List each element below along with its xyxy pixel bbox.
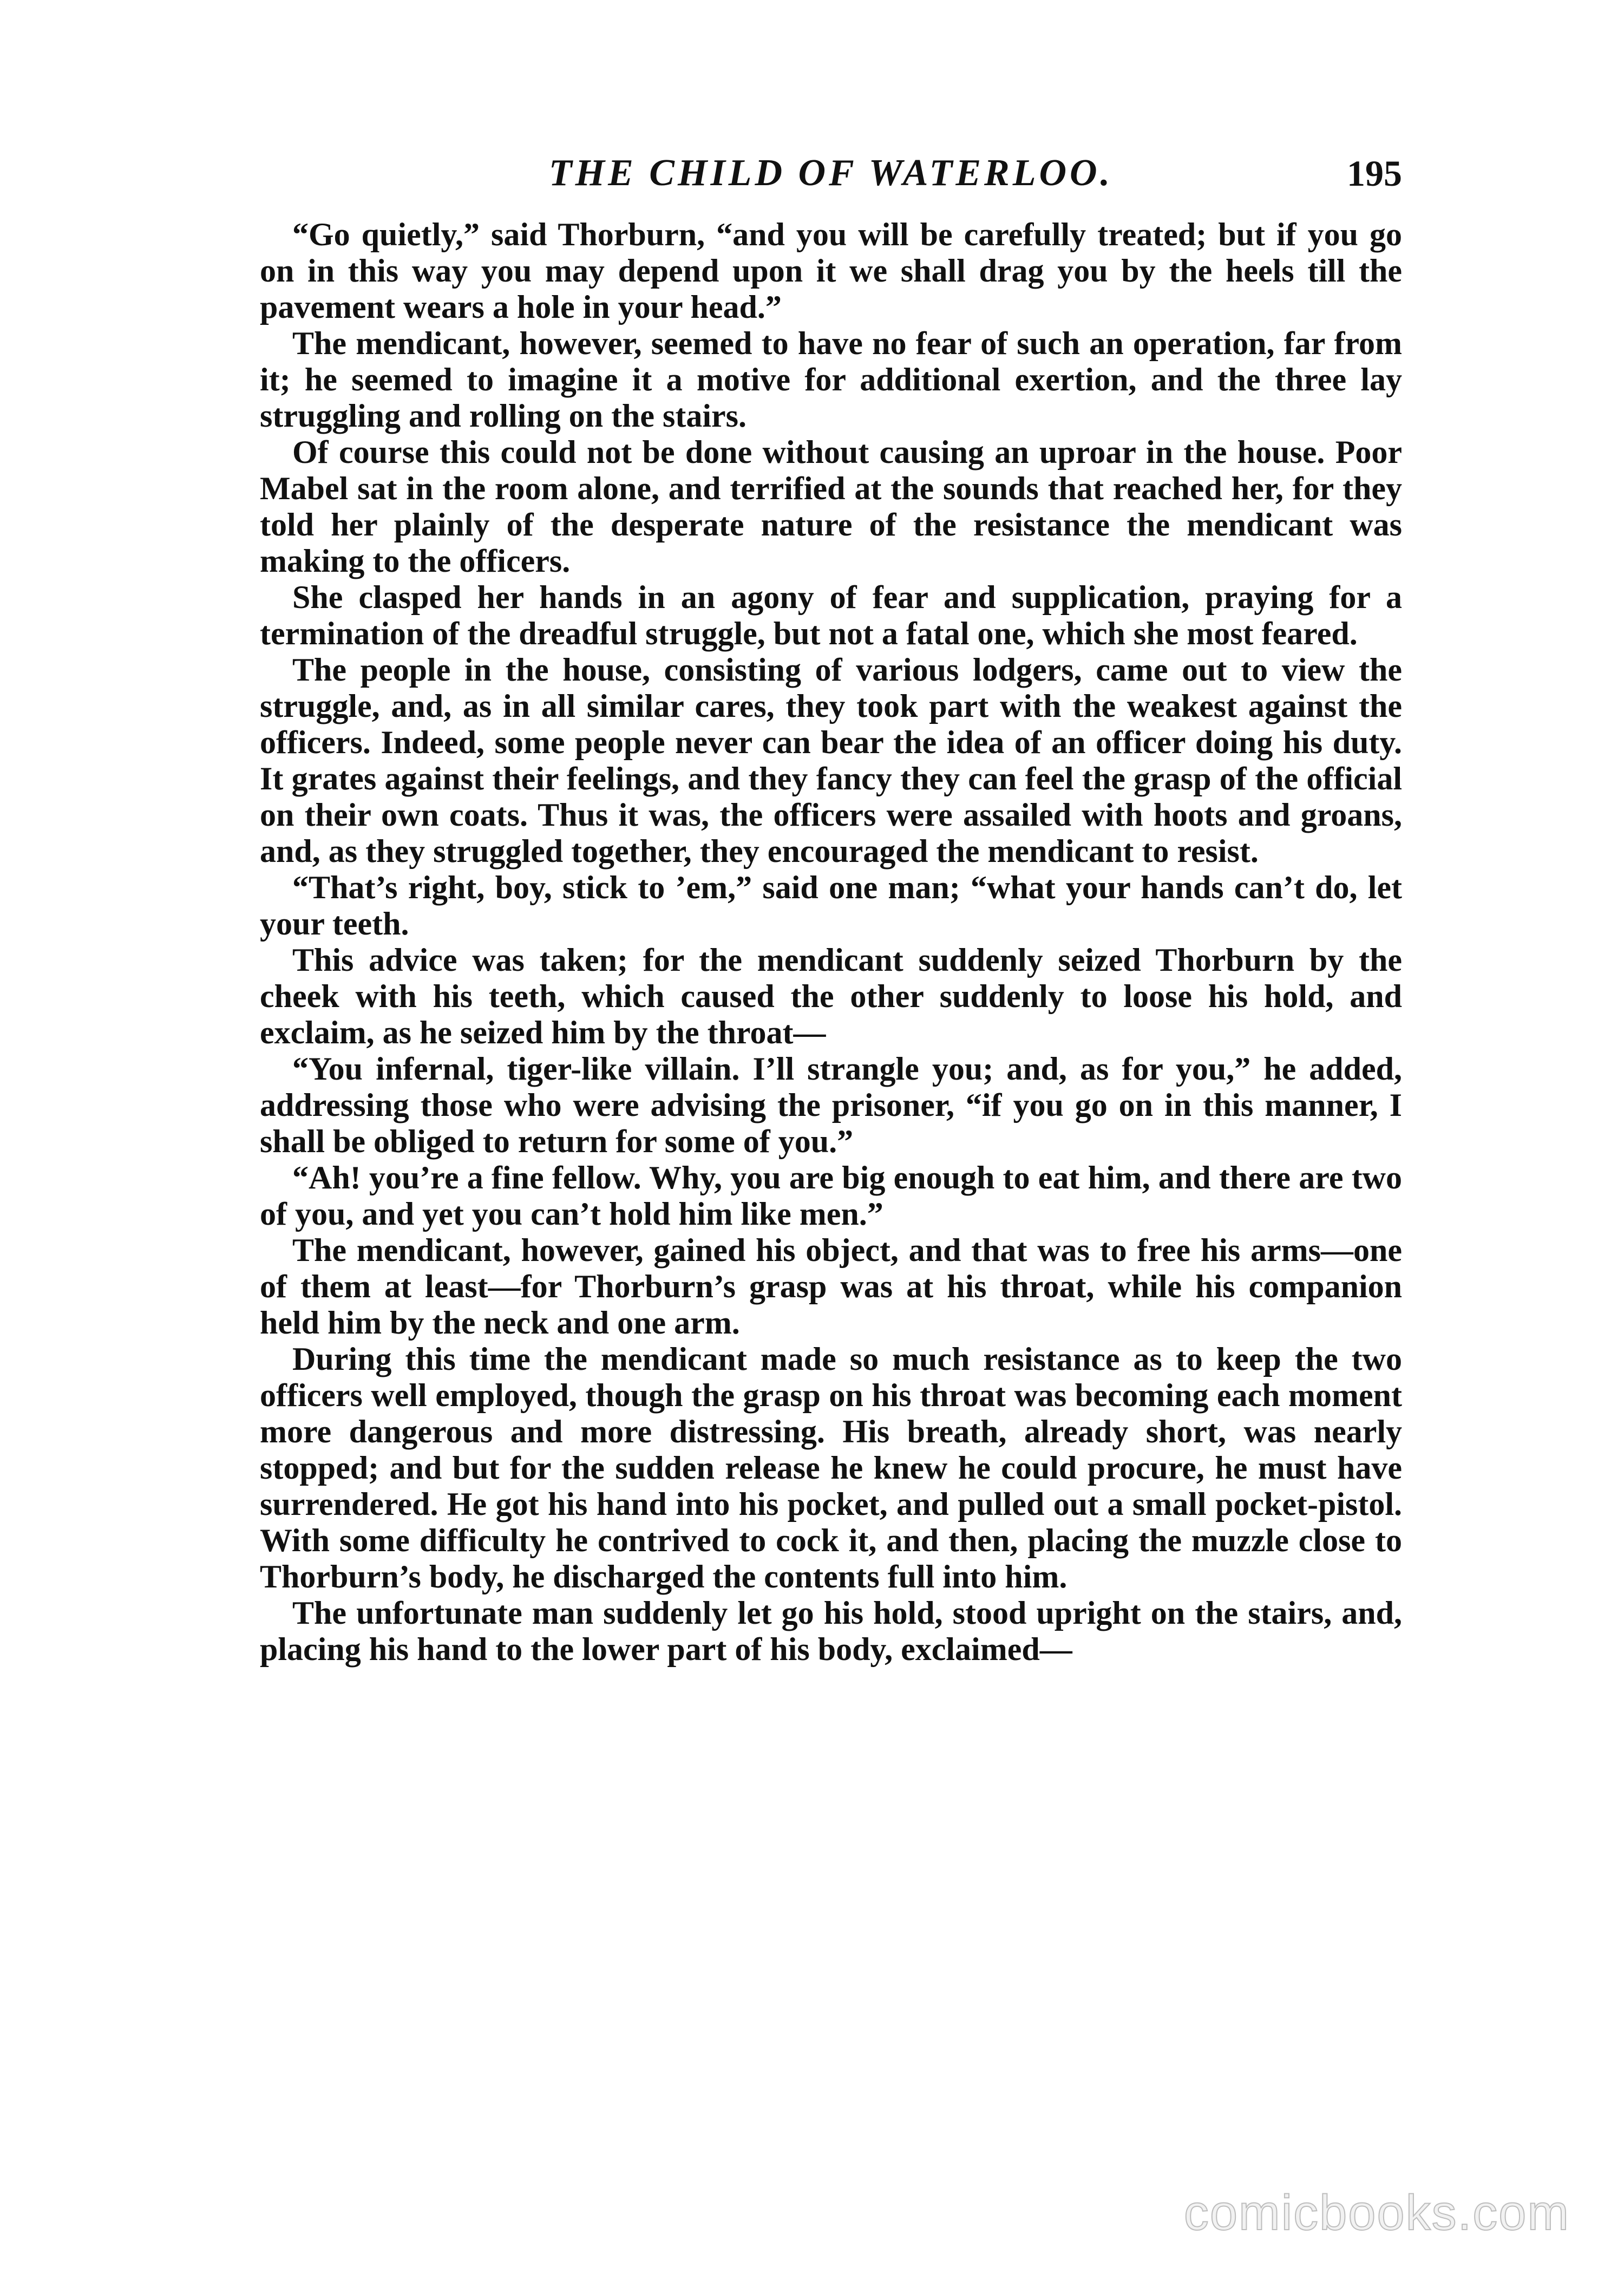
- watermark: comicbooks.com: [1183, 2185, 1570, 2240]
- running-title: THE CHILD OF WATERLOO.: [548, 152, 1114, 194]
- paragraph: “That’s right, boy, stick to ’em,” said one man; “what your hands can’t do, let your teeth.: [260, 870, 1402, 942]
- paragraph: During this time the mendicant made so much resistance as to keep the two officers well employed, though the grasp on his throat was becoming each moment more dangerous and more distressing. His breath, already short, was nearly stopped; and but for the sudden release he knew he could procure, he must have surrendered. He got his hand into his pocket, and pulled out a small pocket-pistol. With some difficulty he contrived to cock it, and then, placing the muzzle close to Thorburn’s body, he discharged the contents full into him.: [260, 1341, 1402, 1595]
- body-text: [260, 217, 1402, 1668]
- paragraph: “You infernal, tiger-like villain. I’ll strangle you; and, as for you,” he added, addressing those who were advising the prisoner, “if you go on in this manner, I shall be obliged to return for some of you.”: [260, 1051, 1402, 1159]
- running-head: [260, 146, 1402, 200]
- paragraph: The mendicant, however, gained his object, and that was to free his arms—one of them at least—for Thorburn’s grasp was at his throat, while his companion held him by the neck and one arm.: [260, 1232, 1402, 1341]
- paragraph: The mendicant, however, seemed to have no fear of such an operation, far from it; he seemed to imagine it a motive for additional exertion, and the three lay struggling and rolling on the stairs.: [260, 325, 1402, 434]
- paragraph: “Ah! you’re a fine fellow. Why, you are big enough to eat him, and there are two of you, and yet you can’t hold him like men.”: [260, 1160, 1402, 1232]
- paragraph: “Go quietly,” said Thorburn, “and you will be carefully treated; but if you go on in this way you may depend upon it we shall drag you by the heels till the pavement wears a hole in your head.”: [260, 217, 1402, 325]
- paragraph: Of course this could not be done without causing an uproar in the house. Poor Mabel sat in the room alone, and terrified at the sounds that reached her, for they told her plainly of the desperate nature of the resistance the mendicant was making to the officers.: [260, 434, 1402, 579]
- page-number: 195: [1347, 153, 1402, 194]
- paragraph: The people in the house, consisting of various lodgers, came out to view the struggle, and, as in all similar cares, they took part with the weakest against the officers. Indeed, some people never can bear the idea of an officer doing his duty. It grates against their feelings, and they fancy they can feel the grasp of the official on their own coats. Thus it was, the officers were assailed with hoots and groans, and, as they struggled together, they encouraged the mendicant to resist.: [260, 652, 1402, 869]
- paragraph: The unfortunate man suddenly let go his hold, stood upright on the stairs, and, placing his hand to the lower part of his body, exclaimed—: [260, 1595, 1402, 1667]
- paragraph: This advice was taken; for the mendicant suddenly seized Thorburn by the cheek with his teeth, which caused the other suddenly to loose his hold, and exclaim, as he seized him by the throat—: [260, 942, 1402, 1050]
- paragraph: She clasped her hands in an agony of fear and supplication, praying for a termination of the dreadful struggle, but not a fatal one, which she most feared.: [260, 579, 1402, 651]
